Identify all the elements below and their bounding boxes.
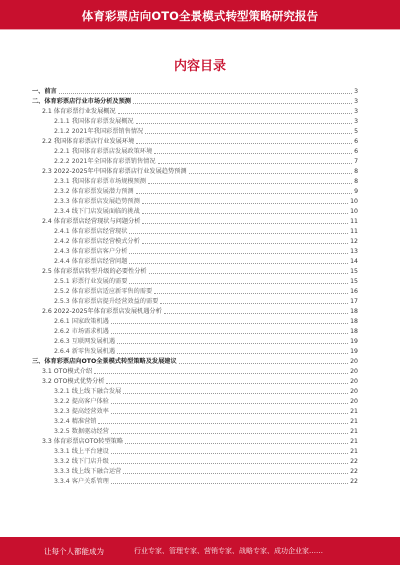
toc-entry-label: 2.5 体育彩票店转型升级的必要性分析 — [42, 268, 147, 275]
toc-entry-page: 18 — [350, 318, 358, 325]
toc-leader-dots — [148, 183, 352, 184]
toc-leader-dots — [59, 93, 352, 94]
toc-leader-dots — [123, 393, 348, 394]
toc-entry-label: 2.4.2 体育彩票店经营模式分析 — [54, 238, 140, 245]
toc-entry-page: 22 — [350, 458, 358, 465]
toc-entry-label: 3.2.2 提高客户体验 — [54, 398, 109, 405]
toc-entry[interactable] — [32, 276, 358, 286]
toc-entry-page: 21 — [350, 408, 358, 415]
toc-leader-dots — [189, 173, 353, 174]
toc-entry-label: 3.3.1 线上平台建设 — [54, 448, 109, 455]
toc-leader-dots — [136, 143, 352, 144]
toc-entry-page: 14 — [350, 258, 358, 265]
toc-entry[interactable] — [32, 136, 358, 146]
table-of-contents — [32, 86, 358, 486]
toc-entry-page: 22 — [350, 478, 358, 485]
toc-leader-dots — [111, 483, 348, 484]
toc-leader-dots — [136, 123, 352, 124]
toc-entry-label: 2.4.1 体育彩票店经营现状 — [54, 228, 128, 235]
toc-entry-page: 6 — [354, 138, 358, 145]
toc-entry[interactable] — [32, 176, 358, 186]
toc-entry-label: 2.6.3 互联网发展机遇 — [54, 338, 116, 345]
toc-entry-label: 3.2.5 数据驱动经营 — [54, 428, 109, 435]
toc-entry[interactable] — [32, 96, 358, 106]
toc-entry[interactable] — [32, 166, 358, 176]
toc-leader-dots — [118, 113, 352, 114]
toc-entry-label: 2.6.1 国家政策机遇 — [54, 318, 109, 325]
toc-entry[interactable] — [32, 336, 358, 346]
toc-entry-page: 21 — [350, 418, 358, 425]
toc-entry[interactable] — [32, 236, 358, 246]
toc-entry-page: 19 — [350, 348, 358, 355]
toc-entry[interactable] — [32, 406, 358, 416]
toc-entry-label: 2.2.1 我国体育彩票店发展政策环境 — [54, 148, 153, 155]
toc-leader-dots — [111, 463, 348, 464]
toc-entry-page: 20 — [350, 378, 358, 385]
toc-entry-label: 2.1.1 我国体育彩票发展概况 — [54, 118, 134, 125]
header-divider — [0, 26, 400, 30]
toc-leader-dots — [117, 343, 348, 344]
toc-entry-page: 10 — [350, 198, 358, 205]
toc-entry-page: 3 — [354, 108, 358, 115]
toc-leader-dots — [129, 233, 348, 234]
toc-entry-label: 2.1.2 2021年我国彩票销售情况 — [54, 128, 144, 135]
toc-leader-dots — [179, 363, 348, 364]
toc-leader-dots — [129, 263, 348, 264]
toc-leader-dots — [111, 333, 348, 334]
toc-entry-label: 3.2 OTO模式优势分析 — [42, 378, 105, 385]
toc-entry[interactable] — [32, 446, 358, 456]
toc-leader-dots — [133, 103, 352, 104]
toc-entry[interactable] — [32, 156, 358, 166]
toc-entry-page: 11 — [350, 218, 358, 225]
toc-entry-label: 2.5.3 体育彩票店提升经营效益的需要 — [54, 298, 159, 305]
toc-leader-dots — [149, 273, 349, 274]
toc-leader-dots — [106, 383, 348, 384]
toc-entry[interactable] — [32, 456, 358, 466]
toc-entry[interactable] — [32, 326, 358, 336]
toc-entry[interactable] — [32, 86, 358, 96]
toc-entry-label: 2.6.4 新零售发展机遇 — [54, 348, 116, 355]
toc-entry[interactable] — [32, 366, 358, 376]
toc-entry-page: 11 — [350, 228, 358, 235]
toc-leader-dots — [94, 373, 348, 374]
toc-entry-label: 3.3.2 线下门店升级 — [54, 458, 109, 465]
toc-entry[interactable] — [32, 376, 358, 386]
toc-entry[interactable] — [32, 246, 358, 256]
toc-entry[interactable] — [32, 386, 358, 396]
toc-entry[interactable] — [32, 226, 358, 236]
toc-leader-dots — [111, 433, 348, 434]
toc-entry-label: 2.3.2 体育彩票发展潜力预测 — [54, 188, 134, 195]
toc-entry-label: 2.2 我国体育彩票店行业发展环境 — [42, 138, 135, 145]
toc-entry[interactable] — [32, 426, 358, 436]
toc-entry-label: 2.5.2 体育彩票店适应新零售的需要 — [54, 288, 153, 295]
toc-entry-label: 2.6.2 市场需求机遇 — [54, 328, 109, 335]
toc-entry-label: 3.2.4 精准营销 — [54, 418, 97, 425]
toc-entry-page: 12 — [350, 238, 358, 245]
toc-entry-page: 10 — [350, 208, 358, 215]
footer-roles: 行业专家、管理专家、营销专家、战略专家、成功企业家…… — [134, 547, 323, 555]
toc-entry-label: 3.1 OTO模式介绍 — [42, 368, 93, 375]
toc-entry-label: 3.3.3 线上线下融合运营 — [54, 468, 122, 475]
toc-entry-page: 20 — [350, 388, 358, 395]
toc-entry-page: 9 — [354, 188, 358, 195]
toc-leader-dots — [142, 223, 348, 224]
toc-title: 内容目录 — [173, 59, 226, 74]
toc-entry-label: 3.2.1 线上线下融合发展 — [54, 388, 122, 395]
toc-entry-page: 17 — [350, 298, 358, 305]
toc-entry-page: 15 — [350, 278, 358, 285]
toc-entry-page: 3 — [354, 98, 358, 105]
toc-leader-dots — [129, 253, 348, 254]
toc-entry-page: 21 — [350, 448, 358, 455]
toc-entry[interactable] — [32, 436, 358, 446]
toc-entry-page: 20 — [350, 368, 358, 375]
toc-entry-label: 2.2.2 2021年全国体育彩票销售情况 — [54, 158, 156, 165]
toc-entry-label: 一、前言 — [32, 88, 57, 95]
toc-entry-label: 2.3.1 我国体育彩票市场规模预测 — [54, 178, 146, 185]
toc-entry[interactable] — [32, 356, 358, 366]
toc-entry[interactable] — [32, 216, 358, 226]
toc-leader-dots — [111, 323, 348, 324]
toc-entry-page: 7 — [354, 158, 358, 165]
footer-slogan: 让每个人都能成为 — [44, 547, 104, 556]
toc-entry-page: 15 — [350, 268, 358, 275]
toc-entry-label: 3.3 体育彩票店OTO转型策略 — [42, 438, 124, 445]
toc-leader-dots — [117, 353, 348, 354]
toc-entry-label: 2.1 体育彩票行业发展概况 — [42, 108, 116, 115]
toc-entry-page: 21 — [350, 428, 358, 435]
toc-entry-label: 2.4.3 体育彩票店客户分析 — [54, 248, 128, 255]
toc-entry[interactable] — [32, 296, 358, 306]
toc-entry-label: 2.4 体育彩票店经营现状与问题分析 — [42, 218, 141, 225]
toc-entry-page: 5 — [354, 128, 358, 135]
toc-entry[interactable] — [32, 416, 358, 426]
report-title: 体育彩票店向OTO全景模式转型策略研究报告 — [81, 9, 319, 23]
toc-entry[interactable] — [32, 346, 358, 356]
toc-entry-label: 2.3 2022-2025年中国体育彩票店行业发展趋势预测 — [42, 168, 187, 175]
toc-entry[interactable] — [32, 196, 358, 206]
toc-entry-label: 2.5.1 彩票行业发展的需要 — [54, 278, 128, 285]
toc-entry[interactable] — [32, 476, 358, 486]
toc-entry-label: 2.4.4 体育彩票店经营问题 — [54, 258, 128, 265]
toc-entry-page: 22 — [350, 468, 358, 475]
toc-leader-dots — [111, 403, 348, 404]
toc-leader-dots — [142, 203, 348, 204]
toc-entry-page: 8 — [354, 168, 358, 175]
toc-entry-page: 6 — [354, 148, 358, 155]
toc-entry[interactable] — [32, 116, 358, 126]
toc-entry[interactable] — [32, 206, 358, 216]
toc-entry-label: 3.2.3 提高经营效率 — [54, 408, 109, 415]
toc-leader-dots — [111, 413, 348, 414]
toc-leader-dots — [123, 473, 348, 474]
toc-entry-page: 3 — [354, 118, 358, 125]
toc-entry-page: 3 — [354, 88, 358, 95]
toc-entry-page: 18 — [350, 308, 358, 315]
toc-entry[interactable] — [32, 146, 358, 156]
toc-leader-dots — [98, 423, 348, 424]
toc-entry[interactable] — [32, 126, 358, 136]
toc-entry[interactable] — [32, 316, 358, 326]
toc-leader-dots — [129, 283, 348, 284]
toc-leader-dots — [154, 153, 352, 154]
toc-entry-label: 三、体育彩票店向OTO全景模式转型策略及发展建议 — [32, 358, 177, 365]
toc-entry-page: 20 — [350, 398, 358, 405]
toc-leader-dots — [158, 163, 353, 164]
toc-entry-page: 21 — [350, 438, 358, 445]
toc-leader-dots — [142, 213, 348, 214]
toc-leader-dots — [160, 303, 348, 304]
toc-entry-page: 19 — [350, 338, 358, 345]
toc-entry[interactable] — [32, 106, 358, 116]
footer-bar — [0, 537, 400, 565]
toc-leader-dots — [164, 313, 348, 314]
toc-leader-dots — [125, 443, 348, 444]
toc-leader-dots — [136, 193, 352, 194]
toc-entry-page: 13 — [350, 248, 358, 255]
toc-leader-dots — [142, 243, 348, 244]
toc-entry[interactable] — [32, 466, 358, 476]
toc-entry[interactable] — [32, 396, 358, 406]
toc-entry[interactable] — [32, 286, 358, 296]
toc-entry-page: 8 — [354, 178, 358, 185]
toc-entry[interactable] — [32, 306, 358, 316]
toc-entry[interactable] — [32, 186, 358, 196]
toc-leader-dots — [145, 133, 352, 134]
toc-entry-page: 20 — [350, 358, 358, 365]
toc-entry-label: 2.3.4 线下门店发展面临的挑战 — [54, 208, 140, 215]
toc-leader-dots — [111, 453, 348, 454]
toc-entry-page: 18 — [350, 328, 358, 335]
toc-entry[interactable] — [32, 266, 358, 276]
toc-entry-label: 2.3.3 体育彩票店发展趋势预测 — [54, 198, 140, 205]
toc-entry-page: 16 — [350, 288, 358, 295]
toc-entry-label: 二、体育彩票店行业市场分析及预测 — [32, 98, 131, 105]
toc-entry[interactable] — [32, 256, 358, 266]
toc-entry-label: 2.6 2022-2025年体育彩票店发展机遇分析 — [42, 308, 162, 315]
toc-leader-dots — [154, 293, 348, 294]
toc-entry-label: 3.3.4 客户关系管理 — [54, 478, 109, 485]
header-bar — [0, 0, 400, 30]
